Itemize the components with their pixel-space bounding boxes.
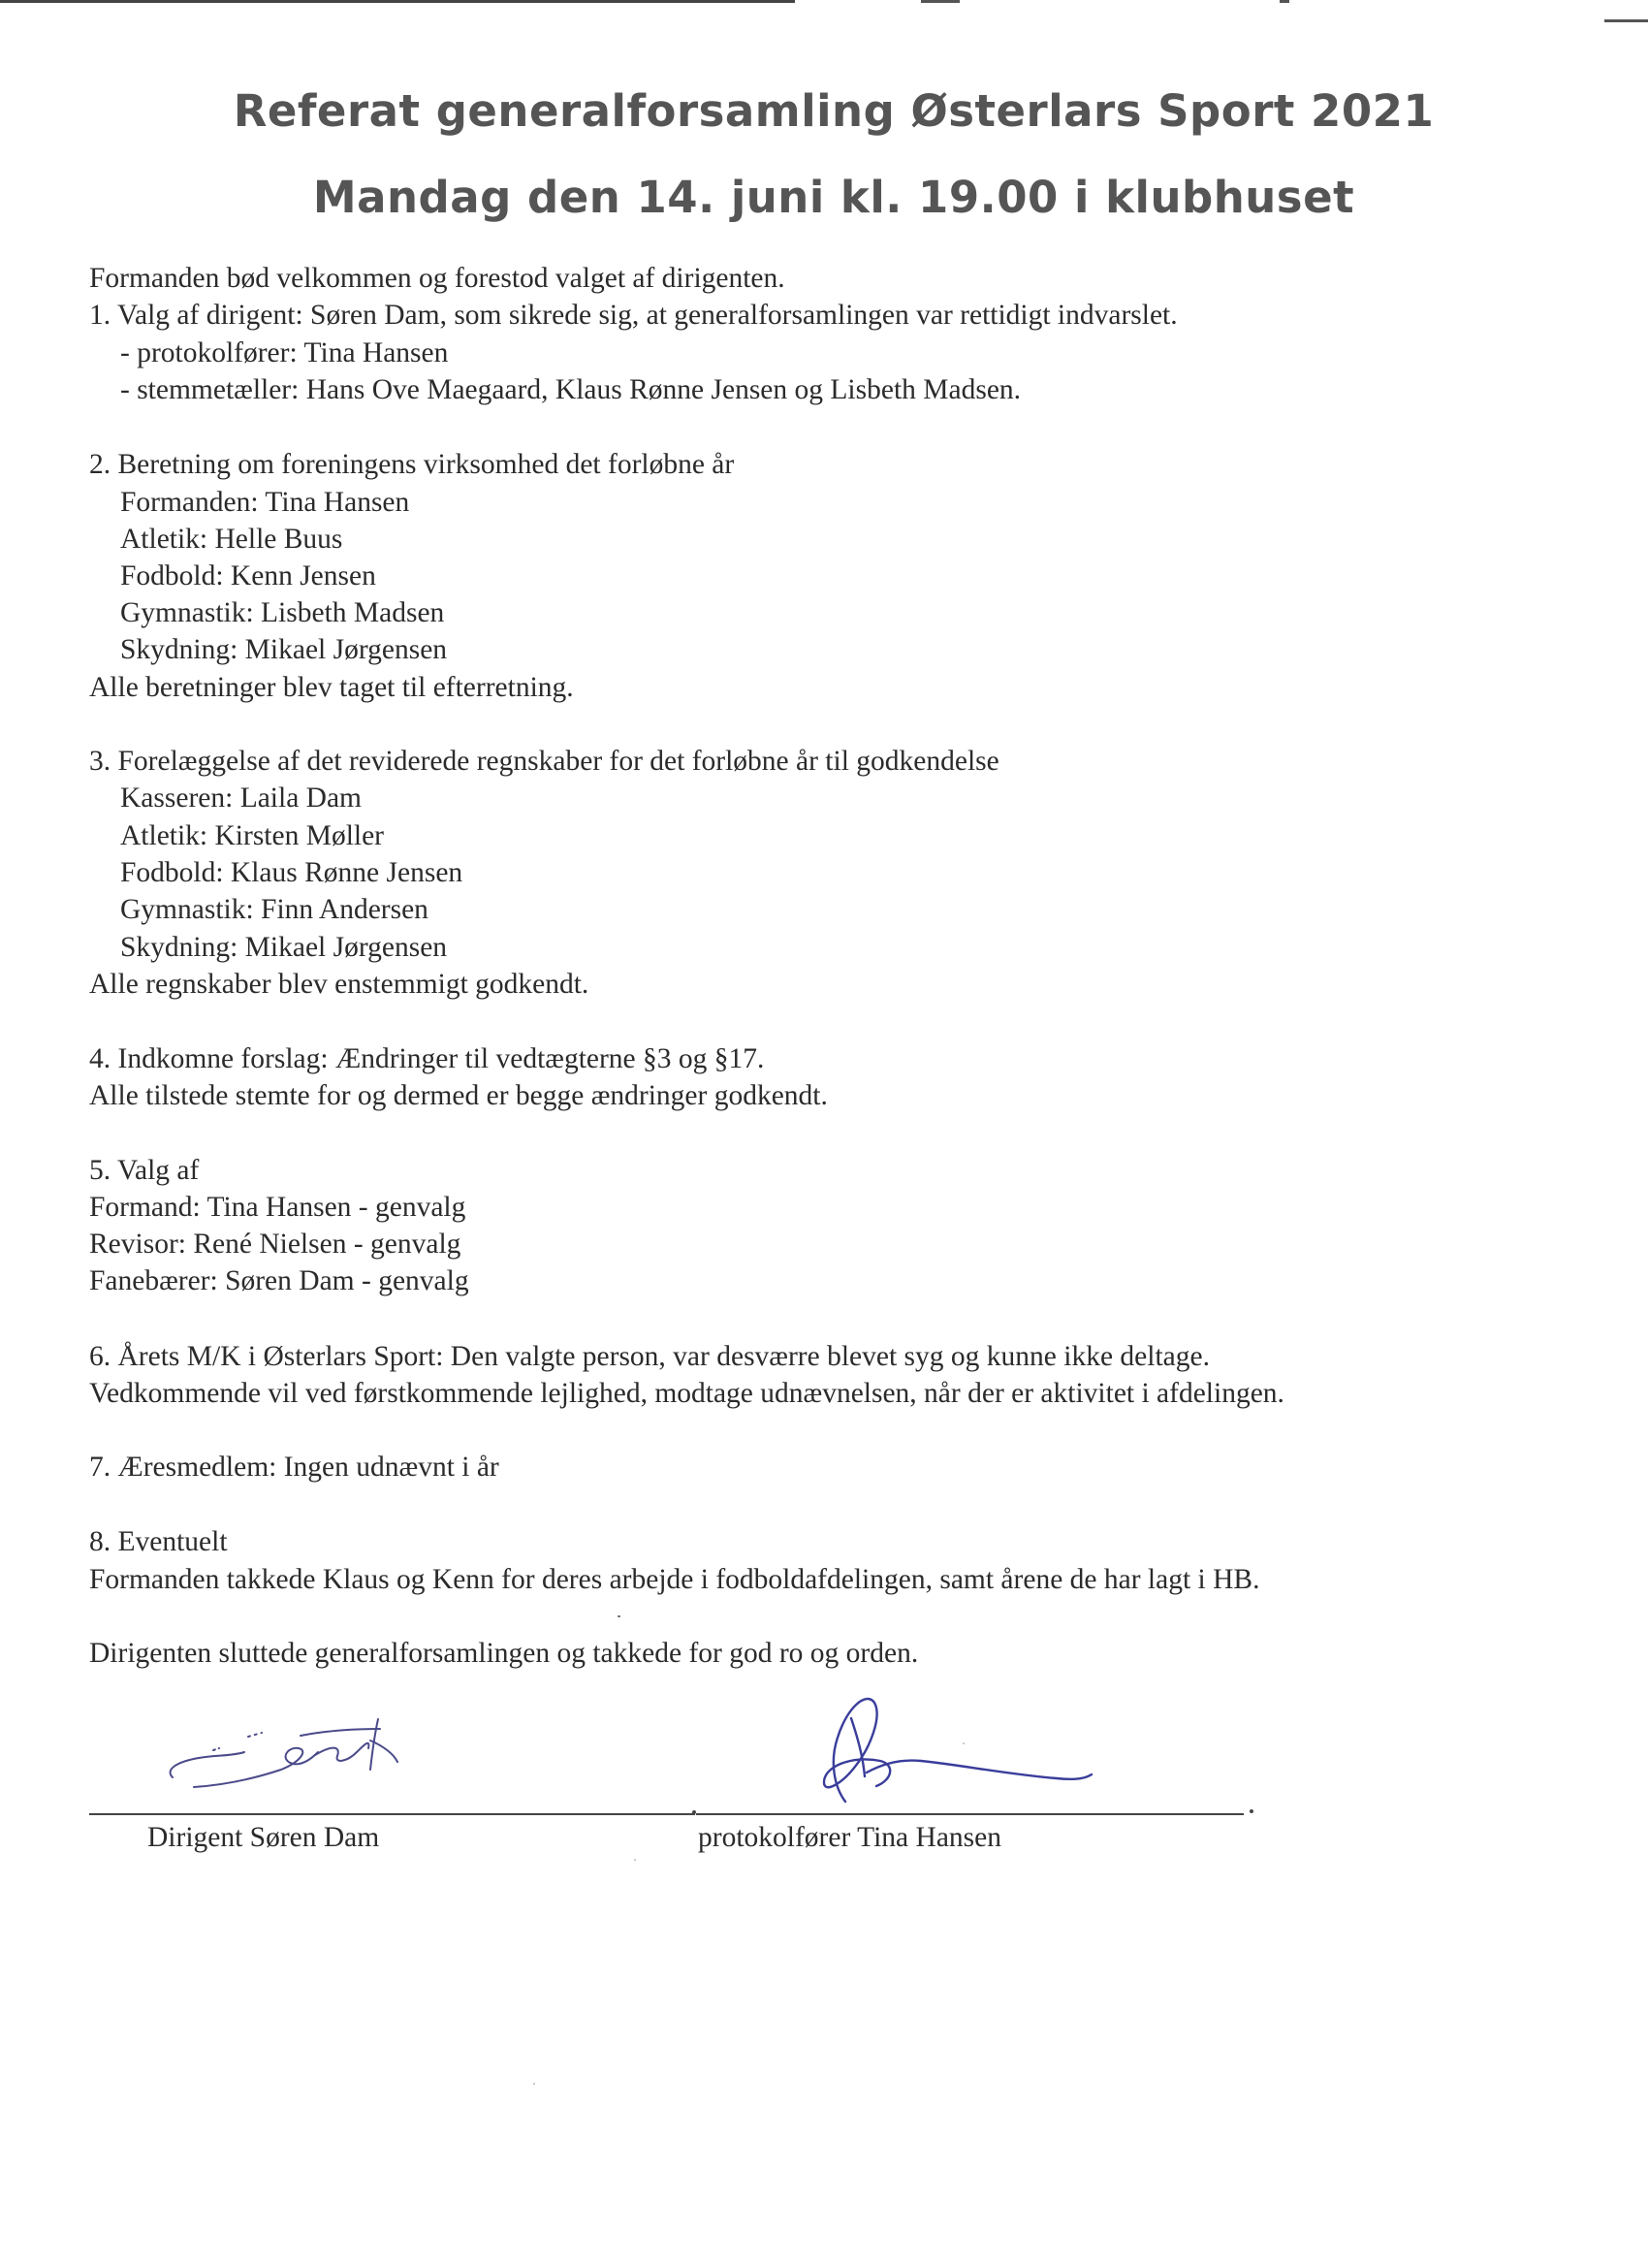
- item-8-heading: 8. Eventuelt: [89, 1526, 228, 1557]
- intro-line: Formanden bød velkommen og forestod valget af dirigenten.: [89, 263, 785, 294]
- item-2-heading: 2. Beretning om foreningens virksomhed det forløbne år: [89, 449, 735, 480]
- item-1-heading: 1. Valg af dirigent: Søren Dam, som sikrede sig, at generalforsamlingen var rettidigt indvarslet.: [89, 300, 1178, 331]
- item-5-heading: 5. Valg af: [89, 1155, 200, 1186]
- item-5-detail: Revisor: René Nielsen - genvalg: [89, 1229, 461, 1260]
- signature-label-left: Dirigent Søren Dam: [147, 1822, 380, 1853]
- scan-speck: [618, 1615, 620, 1617]
- item-3-heading: 3. Forelæggelse af det reviderede regnskaber for det forløbne år til godkendelse: [89, 746, 999, 777]
- item-1-detail: - stemmetæller: Hans Ove Maegaard, Klaus Rønne Jensen og Lisbeth Madsen.: [120, 374, 1022, 405]
- scan-speck: [963, 1742, 965, 1744]
- closing-line: Dirigenten sluttede generalforsamlingen og takkede for god ro og orden.: [89, 1638, 919, 1669]
- item-6-detail: Vedkommende vil ved førstkommende lejlighed, modtage udnævnelsen, når der er aktivitet i afdelingen.: [89, 1378, 1284, 1409]
- item-2-detail: Gymnastik: Lisbeth Madsen: [120, 597, 445, 628]
- item-3-conclusion: Alle regnskaber blev enstemmigt godkendt.: [89, 969, 589, 1000]
- item-3-detail: Gymnastik: Finn Andersen: [120, 894, 428, 925]
- item-1-detail: - protokolfører: Tina Hansen: [120, 337, 449, 368]
- item-3-detail: Atletik: Kirsten Møller: [120, 820, 385, 851]
- signature-line-right: [696, 1813, 1244, 1815]
- document-subtitle: Mandag den 14. juni kl. 19.00 i klubhuset: [312, 172, 1355, 223]
- item-6-heading: 6. Årets M/K i Østerlars Sport: Den valgte person, var desværre blevet syg og kunne ikke deltage.: [89, 1341, 1210, 1372]
- item-2-detail: Skydning: Mikael Jørgensen: [120, 634, 448, 665]
- item-2-detail: Atletik: Helle Buus: [120, 524, 343, 555]
- scan-speck: [533, 2083, 535, 2085]
- item-2-detail: Formanden: Tina Hansen: [120, 487, 410, 518]
- scan-edge-mark: [1280, 0, 1289, 3]
- item-2-conclusion: Alle beretninger blev taget til efterretning.: [89, 672, 574, 703]
- signature-line-left: [89, 1813, 695, 1815]
- scan-speck: [634, 1859, 636, 1861]
- signature-line-mark: [1250, 1809, 1253, 1813]
- item-3-detail: Fodbold: Klaus Rønne Jensen: [120, 857, 463, 888]
- scan-edge-line: [0, 0, 795, 3]
- document-title: Referat generalforsamling Østerlars Sport 2021: [233, 85, 1435, 137]
- item-2-detail: Fodbold: Kenn Jensen: [120, 560, 376, 591]
- item-3-detail: Kasseren: Laila Dam: [120, 783, 363, 814]
- item-8-detail: Formanden takkede Klaus og Kenn for deres arbejde i fodboldafdelingen, samt årene de har lagt i HB.: [89, 1564, 1260, 1595]
- item-5-detail: Formand: Tina Hansen - genvalg: [89, 1192, 466, 1223]
- signature-label-right: protokolfører Tina Hansen: [698, 1822, 1001, 1853]
- item-5-detail: Fanebærer: Søren Dam - genvalg: [89, 1265, 469, 1296]
- item-7-heading: 7. Æresmedlem: Ingen udnævnt i år: [89, 1452, 499, 1483]
- signature-right: [766, 1677, 1115, 1823]
- item-4-heading: 4. Indkomne forslag: Ændringer til vedtægterne §3 og §17.: [89, 1043, 765, 1074]
- item-3-detail: Skydning: Mikael Jørgensen: [120, 932, 448, 963]
- scan-edge-mark: [1604, 19, 1648, 22]
- scan-edge-mark: [921, 0, 960, 3]
- signature-left: [155, 1702, 417, 1794]
- item-4-conclusion: Alle tilstede stemte for og dermed er begge ændringer godkendt.: [89, 1080, 828, 1111]
